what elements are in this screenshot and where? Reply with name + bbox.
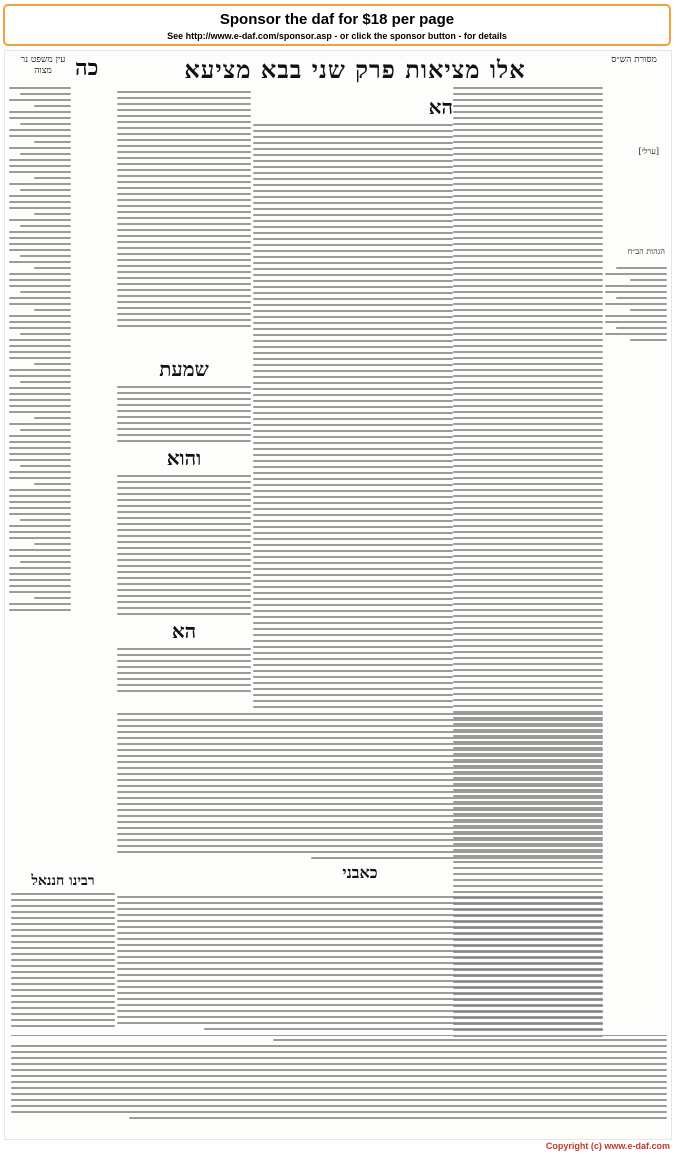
sponsor-title: Sponsor the daf for $18 per page [219, 11, 455, 28]
ein-mishpat-heading: עין משפט נר מצוה [20, 55, 66, 76]
rashi-commentary [453, 87, 603, 1037]
bracket-note: [ערלי] [638, 147, 659, 156]
gemara-text [253, 91, 453, 711]
running-head: אלו מציאות פרק שני בבא מציעא [184, 55, 526, 84]
sponsor-link-text[interactable]: See http://www.e-daf.com/sponsor.asp - or click the sponsor button - for details [167, 31, 507, 41]
masoret-text [605, 267, 667, 341]
masoret-column [605, 87, 667, 787]
hagahot-label: הגהות הב״ח [627, 247, 665, 256]
talmud-page [4, 50, 672, 1140]
ein-mishpat-text [9, 87, 71, 611]
masoret-hashas-heading: מסורת הש״ס [611, 55, 657, 65]
copyright-notice[interactable]: Copyright (c) www.e-daf.com [545, 1141, 670, 1151]
footer-divider [11, 1035, 667, 1036]
rabbeinu-chananel-text [11, 893, 115, 1033]
daf-number: כה [75, 55, 99, 81]
footnotes [11, 1039, 667, 1135]
word-ha-2: הא [171, 619, 197, 643]
word-ha-1: הא [428, 95, 453, 119]
word-shmaat: שמעת [159, 357, 209, 381]
sponsor-banner[interactable] [3, 4, 671, 46]
lower-commentary [117, 896, 603, 1036]
ein-mishpat-column [9, 87, 71, 627]
gemara-wide [117, 713, 603, 893]
word-kavei: כאבני [342, 863, 378, 882]
word-vehu: והוא [166, 446, 202, 470]
rabbeinu-chananel-heading: רבינו חננאל [31, 873, 95, 889]
tosafot-top [117, 91, 251, 351]
